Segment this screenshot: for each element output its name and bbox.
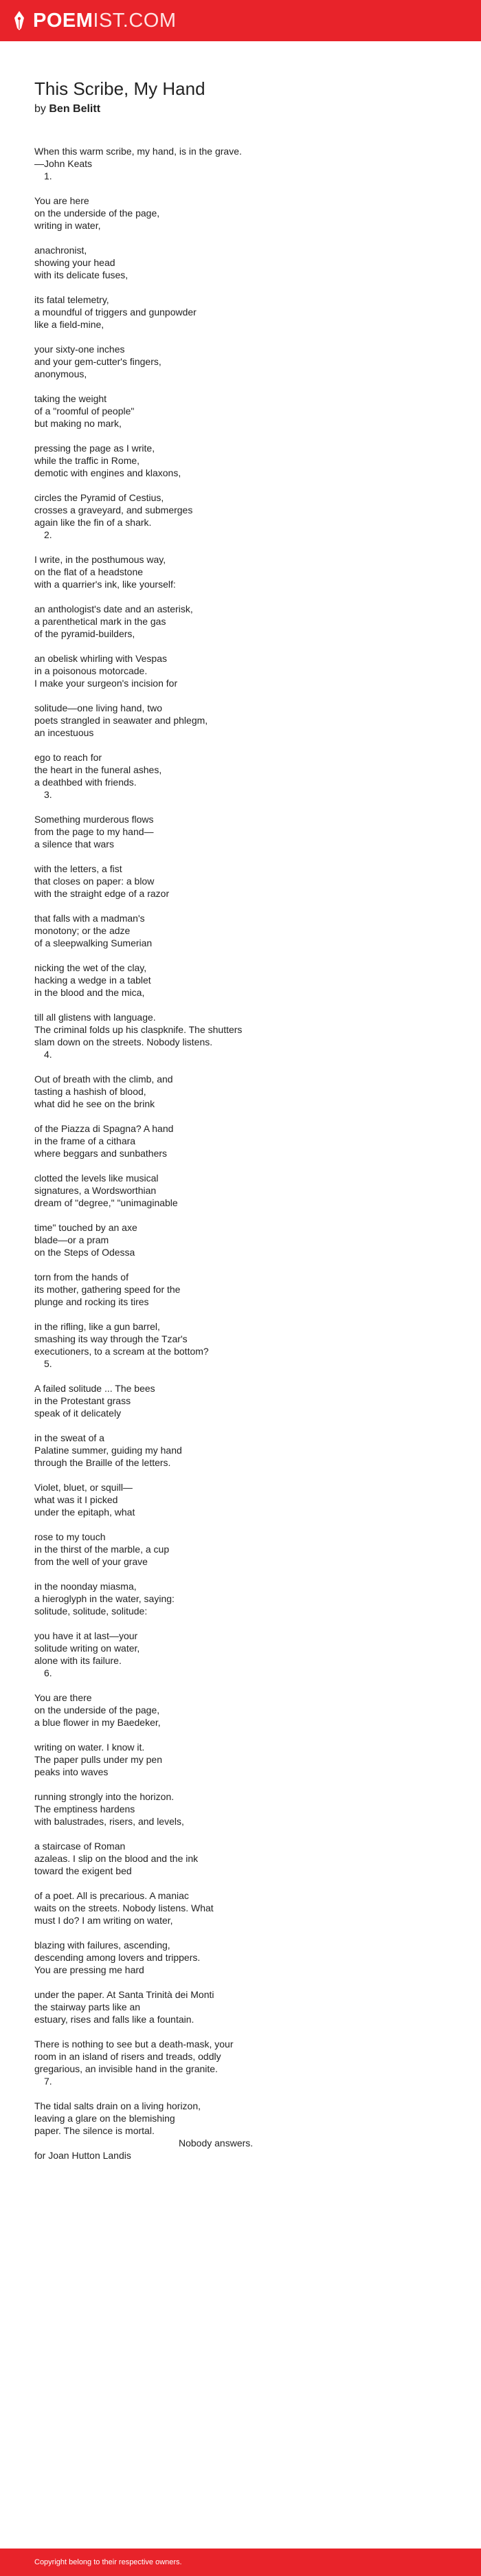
- poem-line: I make your surgeon's incision for: [34, 678, 178, 689]
- poem-line: in the rifling, like a gun barrel,: [34, 1321, 160, 1332]
- poem-line: nicking the wet of the clay,: [34, 962, 147, 973]
- stanza: [34, 1840, 447, 1877]
- poem-title: This Scribe, My Hand: [34, 78, 205, 99]
- poem-byline: [34, 102, 447, 117]
- poem-line: with a quarrier's ink, like yourself:: [34, 579, 176, 590]
- poem-line: in the Protestant grass: [34, 1395, 131, 1406]
- poem-line: I write, in the posthumous way,: [34, 554, 166, 565]
- poem-line: an anthologist's date and an asterisk,: [34, 603, 193, 614]
- poem-line: estuary, rises and falls like a fountain.: [34, 2014, 194, 2025]
- poem-line: circles the Pyramid of Cestius,: [34, 492, 164, 503]
- poem-line: peaks into waves: [34, 1766, 109, 1777]
- poem-line: The tidal salts drain on a living horizon,: [34, 2100, 201, 2111]
- stanza: [34, 2100, 447, 2137]
- section-number: 5.: [44, 1358, 52, 1369]
- stanza: [34, 293, 447, 331]
- poem-line: hacking a wedge in a tablet: [34, 975, 151, 986]
- poem-line: your sixty-one inches: [34, 344, 125, 355]
- poem-line: crosses a graveyard, and submerges: [34, 504, 193, 515]
- poem-line: slam down on the streets. Nobody listens.: [34, 1036, 213, 1047]
- stanza: [34, 912, 447, 949]
- stanza: [34, 195, 447, 232]
- poem-line: from the well of your grave: [34, 1556, 148, 1567]
- poem-line: tasting a hashish of blood,: [34, 1086, 146, 1097]
- poem-line: There is nothing to see but a death-mask, your: [34, 2039, 234, 2050]
- poem-line: with its delicate fuses,: [34, 269, 128, 280]
- poem-line: in the frame of a cithara: [34, 1135, 136, 1146]
- poem-section: [34, 1667, 447, 2075]
- stanza: [34, 1432, 447, 1469]
- poem-line: on the underside of the page,: [34, 208, 160, 219]
- stanza: [34, 652, 447, 689]
- by-label: by: [34, 103, 46, 115]
- poem-line: descending among lovers and trippers.: [34, 1952, 201, 1963]
- poem-line: The paper pulls under my pen: [34, 1754, 162, 1765]
- stanza: [34, 1630, 447, 1667]
- poem-line: an incestuous: [34, 727, 94, 738]
- poem-line: torn from the hands of: [34, 1272, 128, 1283]
- poem-line: what did he see on the brink: [34, 1098, 155, 1109]
- stanza: [34, 2038, 447, 2075]
- poem-line: in the blood and the mica,: [34, 987, 145, 998]
- poem-line: an obelisk whirling with Vespas: [34, 653, 167, 664]
- poem-section: [34, 788, 447, 1048]
- poem-line: that falls with a madman's: [34, 913, 145, 924]
- poem-line: leaving a glare on the blemishing: [34, 2113, 175, 2124]
- poem-line: Out of breath with the climb, and: [34, 1074, 173, 1085]
- poem-line: from the page to my hand—: [34, 826, 154, 837]
- poem-line: poets strangled in seawater and phlegm,: [34, 715, 208, 726]
- section-number: 4.: [44, 1049, 52, 1060]
- poem-line: its mother, gathering speed for the: [34, 1284, 181, 1295]
- poem-line: of a "roomful of people": [34, 406, 135, 417]
- section-number: 2.: [44, 529, 52, 540]
- poem-line: You are pressing me hard: [34, 1964, 144, 1975]
- poem-line: under the paper. At Santa Trinità dei Monti: [34, 1989, 214, 2000]
- poem-line: showing your head: [34, 257, 115, 268]
- poem-line: a moundful of triggers and gunpowder: [34, 307, 197, 318]
- poem-line: a deathbed with friends.: [34, 777, 137, 788]
- poem-line: while the traffic in Rome,: [34, 455, 140, 466]
- poem-line: The criminal folds up his claspknife. The shutters: [34, 1024, 243, 1035]
- poem-line: under the epitaph, what: [34, 1507, 135, 1518]
- poem-line: the stairway parts like an: [34, 2001, 141, 2012]
- poem-line: taking the weight: [34, 393, 107, 404]
- poem-line: a staircase of Roman: [34, 1841, 126, 1852]
- poem-line: of the Piazza di Spagna? A hand: [34, 1123, 174, 1134]
- stanza: [34, 1271, 447, 1308]
- poem-line: You are here: [34, 195, 89, 206]
- poem-line: blade—or a pram: [34, 1234, 109, 1245]
- poem-line: a parenthetical mark in the gas: [34, 616, 166, 627]
- stanza: [34, 1122, 447, 1159]
- stanza: [34, 244, 447, 281]
- poem-line: till all glistens with language.: [34, 1012, 156, 1023]
- epigraph-text: When this warm scribe, my hand, is in the grave.: [34, 146, 242, 157]
- poem-line: gregarious, an invisible hand in the granite.: [34, 2063, 218, 2074]
- poem-line: clotted the levels like musical: [34, 1173, 159, 1184]
- author-name[interactable]: Ben Belitt: [49, 103, 101, 115]
- stanza: [34, 1172, 447, 1209]
- closing-line: Nobody answers.: [179, 2138, 254, 2148]
- poem-line: toward the exigent bed: [34, 1865, 132, 1876]
- stanza: [34, 553, 447, 590]
- poem-line: You are there: [34, 1692, 92, 1703]
- poem-line: alone with its failure.: [34, 1655, 122, 1666]
- epigraph-attribution: —John Keats: [34, 158, 93, 169]
- poem-line: writing on water. I know it.: [34, 1742, 145, 1753]
- poem-line: waits on the streets. Nobody listens. What: [34, 1902, 214, 1913]
- poem-line: anachronist,: [34, 245, 87, 256]
- poem-line: dream of "degree," "unimaginable: [34, 1197, 178, 1208]
- poem-line: where beggars and sunbathers: [34, 1148, 168, 1159]
- logo-wordmark: POEMIST.COM: [33, 9, 177, 32]
- poem-line: a blue flower in my Baedeker,: [34, 1717, 161, 1728]
- stanza: [34, 1988, 447, 2025]
- stanza: [34, 1691, 447, 1729]
- poem-line: signatures, a Wordsworthian: [34, 1185, 157, 1196]
- poem-content: [34, 77, 447, 2162]
- stanza: [34, 813, 447, 850]
- stanza: [34, 343, 447, 380]
- poem-line: A failed solitude ... The bees: [34, 1383, 155, 1394]
- stanza: [34, 1073, 447, 1110]
- poem-line: room in an island of risers and treads, oddly: [34, 2051, 221, 2062]
- poem-line: in a poisonous motorcade.: [34, 665, 148, 676]
- poem-line: you have it at last—your: [34, 1630, 138, 1641]
- poem-line: Palatine summer, guiding my hand: [34, 1445, 182, 1456]
- stanza: [34, 1531, 447, 1568]
- poem-line: paper. The silence is mortal.: [34, 2125, 155, 2136]
- stanza: [34, 1011, 447, 1048]
- stanza: [34, 442, 447, 479]
- poem-line: that closes on paper: a blow: [34, 876, 155, 887]
- poem-line: demotic with engines and klaxons,: [34, 467, 181, 478]
- poem-line: plunge and rocking its tires: [34, 1296, 149, 1307]
- pen-nib-icon: [14, 10, 25, 31]
- poem-line: writing in water,: [34, 220, 101, 231]
- poem-section: [34, 1048, 447, 1357]
- poem-line: Violet, bluet, or squill—: [34, 1482, 133, 1493]
- stanza: [34, 1741, 447, 1778]
- poem-section: [34, 529, 447, 788]
- stanza: [34, 491, 447, 529]
- poem-line: running strongly into the horizon.: [34, 1791, 175, 1802]
- poem-line: pressing the page as I write,: [34, 443, 155, 454]
- section-number: 3.: [44, 789, 52, 800]
- poem-line: in the noonday miasma,: [34, 1581, 137, 1592]
- poem-line: executioners, to a scream at the bottom?: [34, 1346, 209, 1357]
- poem-line: blazing with failures, ascending,: [34, 1940, 170, 1951]
- stanza: [34, 863, 447, 900]
- stanza: [34, 392, 447, 430]
- poem-line: ego to reach for: [34, 752, 102, 763]
- poem-line: with balustrades, risers, and levels,: [34, 1816, 184, 1827]
- poem-line: on the Steps of Odessa: [34, 1247, 135, 1258]
- stanza: [34, 751, 447, 788]
- poem-line: solitude writing on water,: [34, 1643, 140, 1654]
- poem-section: [34, 170, 447, 529]
- poem-line: azaleas. I slip on the blood and the ink: [34, 1853, 199, 1864]
- poem-line: speak of it delicately: [34, 1408, 122, 1419]
- stanza: [34, 1790, 447, 1828]
- poem-line: rose to my touch: [34, 1531, 106, 1542]
- stanza: [34, 1481, 447, 1518]
- poem-line: like a field-mine,: [34, 319, 104, 330]
- poem-line: of a sleepwalking Sumerian: [34, 937, 153, 948]
- site-header: [0, 0, 481, 41]
- poem-section: [34, 2075, 447, 2137]
- poem-line: a silence that wars: [34, 839, 114, 850]
- poem-section: [34, 1357, 447, 1667]
- poem-line: with the straight edge of a razor: [34, 888, 170, 899]
- poem-line: on the underside of the page,: [34, 1705, 160, 1716]
- poem-line: its fatal telemetry,: [34, 294, 109, 305]
- site-footer: [0, 2549, 481, 2576]
- poem-line: the heart in the funeral ashes,: [34, 764, 162, 775]
- poem-line: solitude, solitude, solitude:: [34, 1606, 148, 1617]
- poem-line: but making no mark,: [34, 418, 122, 429]
- poem-line: on the flat of a headstone: [34, 566, 144, 577]
- stanza: [34, 1320, 447, 1357]
- stanza: [34, 1939, 447, 1976]
- poem-line: monotony; or the adze: [34, 925, 131, 936]
- stanza: [34, 1221, 447, 1258]
- poem-line: in the sweat of a: [34, 1432, 104, 1443]
- poem-line: again like the fin of a shark.: [34, 517, 152, 528]
- poem-line: of the pyramid-builders,: [34, 628, 135, 639]
- section-number: 1.: [44, 170, 52, 181]
- poem-line: must I do? I am writing on water,: [34, 1915, 173, 1926]
- poem-line: The emptiness hardens: [34, 1803, 135, 1814]
- poem-line: through the Braille of the letters.: [34, 1457, 171, 1468]
- poem-sections: [34, 170, 447, 2137]
- stanza: [34, 1580, 447, 1617]
- stanza: [34, 962, 447, 999]
- stanza: [34, 702, 447, 739]
- epigraph: [34, 145, 447, 170]
- poem-line: time" touched by an axe: [34, 1222, 137, 1233]
- poem-line: Something murderous flows: [34, 814, 154, 825]
- poem-line: anonymous,: [34, 368, 87, 379]
- dedication: for Joan Hutton Landis: [34, 2150, 131, 2161]
- poem-line: with the letters, a fist: [34, 863, 122, 874]
- stanza: [34, 603, 447, 640]
- poem-line: solitude—one living hand, two: [34, 702, 163, 713]
- poem-line: what was it I picked: [34, 1494, 118, 1505]
- section-number: 7.: [44, 2076, 52, 2087]
- poem-line: of a poet. All is precarious. A maniac: [34, 1890, 189, 1901]
- stanza: [34, 1889, 447, 1927]
- poem-line: in the thirst of the marble, a cup: [34, 1544, 170, 1555]
- poem-line: smashing its way through the Tzar's: [34, 1333, 188, 1344]
- site-logo[interactable]: [14, 10, 177, 32]
- copyright-text: Copyright belong to their respective owners.: [34, 2558, 182, 2566]
- stanza: [34, 1382, 447, 1419]
- poem-body: [34, 145, 447, 2162]
- poem-closing: [34, 2137, 447, 2162]
- poem-line: and your gem-cutter's fingers,: [34, 356, 161, 367]
- section-number: 6.: [44, 1667, 52, 1678]
- poem-line: a hieroglyph in the water, saying:: [34, 1593, 175, 1604]
